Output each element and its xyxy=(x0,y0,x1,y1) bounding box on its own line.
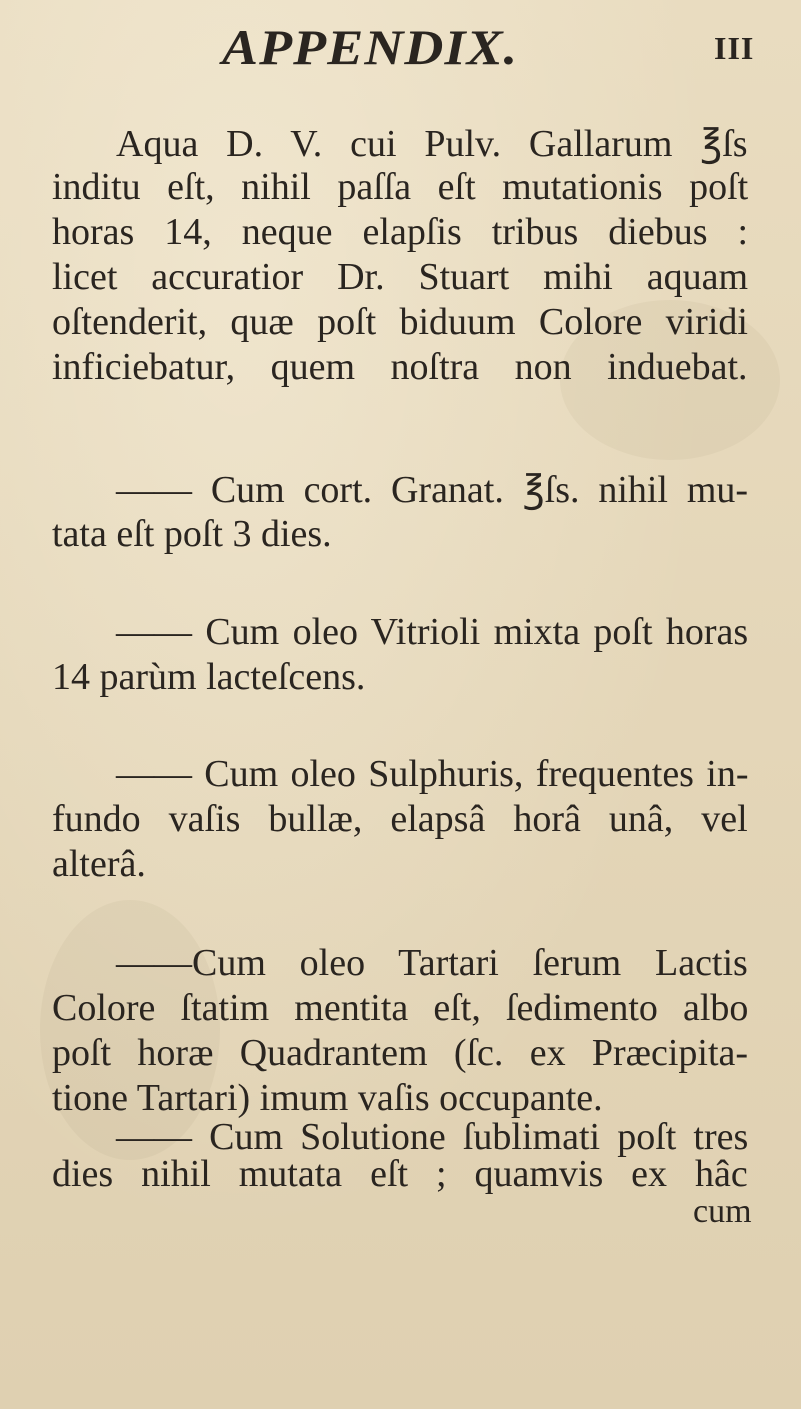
text-line: 14 parùm lacteſcens. xyxy=(52,656,366,698)
text-line: tione Tartari) imum vaſis occupante. xyxy=(52,1077,603,1119)
text-line: poſt horæ Quadrantem (ſc. ex Præcipita- xyxy=(52,1032,749,1074)
page-number: III xyxy=(714,30,755,66)
text-line: Aqua D. V. cui Pulv. Gallarum ℥ſs xyxy=(116,123,748,165)
catchword: cum xyxy=(693,1193,752,1230)
text-line: fundo vaſis bullæ, elapsâ horâ unâ, vel xyxy=(52,798,748,840)
header xyxy=(0,18,801,78)
text-line: oſtenderit, quæ poſt biduum Colore viridi xyxy=(52,301,748,343)
text-line: ——Cum oleo Tartari ſerum Lactis xyxy=(116,942,748,984)
text-line: —— Cum cort. Granat. ℥ſs. nihil mu- xyxy=(116,469,749,511)
text-line: inficiebatur, quem noſtra non induebat. xyxy=(52,346,748,388)
text-line: tata eſt poſt 3 dies. xyxy=(52,513,332,555)
running-head: APPENDIX. xyxy=(222,19,519,75)
text-line: alterâ. xyxy=(52,843,146,885)
text-line: —— Cum oleo Vitrioli mixta poſt horas xyxy=(116,611,749,653)
text-line: Colore ſtatim mentita eſt, ſedimento albo xyxy=(52,987,749,1029)
text-line: inditu eſt, nihil paſſa eſt mutationis poſt xyxy=(52,166,749,208)
text-line: —— Cum Solutione ſublimati poſt tres xyxy=(116,1116,749,1158)
text-line: licet accuratior Dr. Stuart mihi aquam xyxy=(52,256,749,298)
text-line: —— Cum oleo Sulphuris, frequentes in- xyxy=(116,753,749,795)
text-line: horas 14, neque elapſis tribus diebus : xyxy=(52,211,749,253)
text-line: dies nihil mutata eſt ; quamvis ex hâc xyxy=(52,1153,748,1195)
